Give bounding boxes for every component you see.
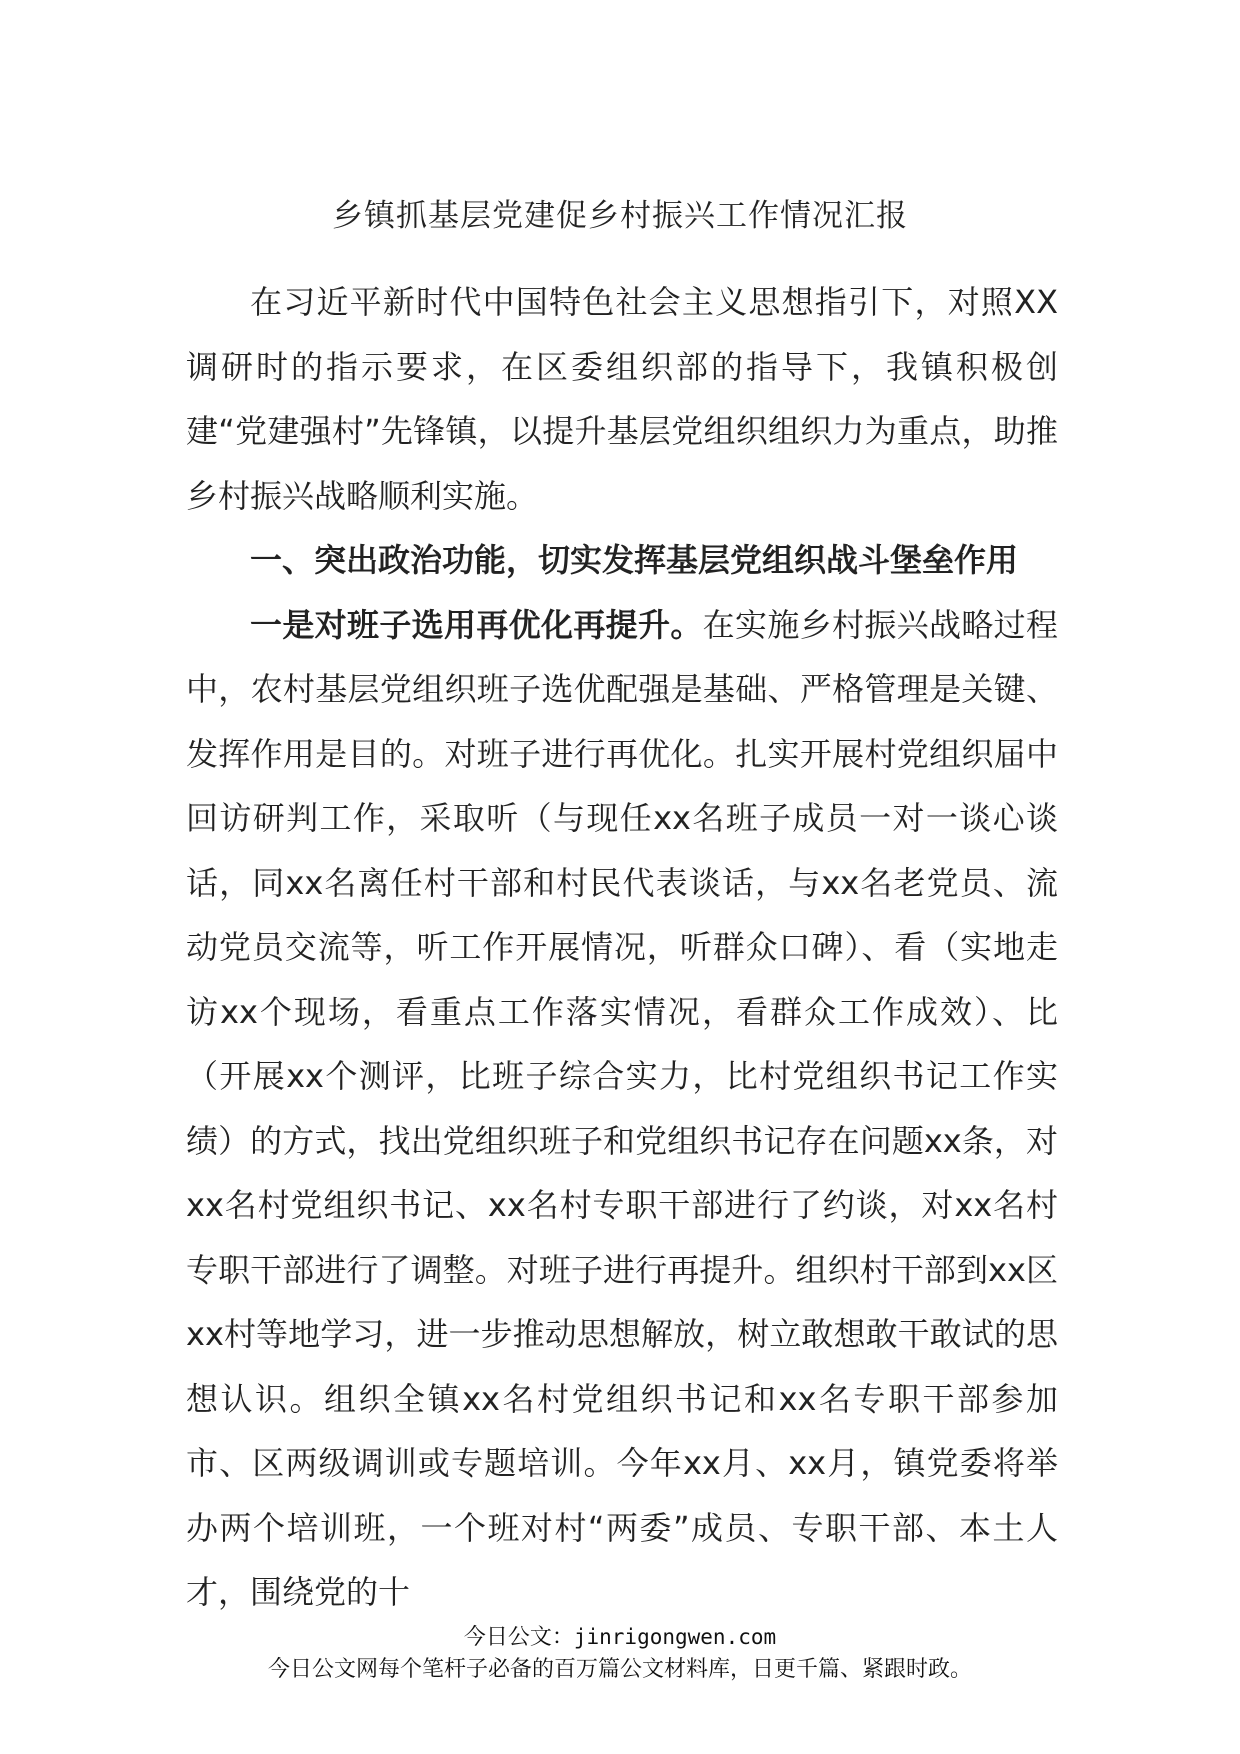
- section-paragraph: [186, 593, 1058, 1625]
- footer-site-label: 今日公文：: [463, 1625, 574, 1650]
- footer-site: [0, 1622, 1240, 1653]
- document-body: [186, 270, 1058, 1625]
- intro-paragraph: 在习近平新时代中国特色社会主义思想指引下，对照XX调研时的指示要求，在区委组织部的指导下，我镇积极创建“党建强村”先锋镇，以提升基层党组织组织力为重点，助推乡村振兴战略顺利实施。: [186, 283, 1058, 515]
- document-title: 乡镇抓基层党建促乡村振兴工作情况汇报: [332, 198, 908, 234]
- paragraph-text: 在实施乡村振兴战略过程中，农村基层党组织班子选优配强是基础、严格管理是关键、发挥作用是目的。对班子进行再优化。扎实开展村党组织届中回访研判工作，采取听（与现任xx名班子成员一对一谈心谈话，同xx名离任村干部和村民代表谈话，与xx名老党员、流动党员交流等，听工作开展情况，听群众口碑）、看（实地走访xx个现场，看重点工作落实情况，看群众工作成效）、比（开展xx个测评，比班子综合实力，比村党组织书记工作实绩）的方式，找出党组织班子和党组织书记存在问题xx条，对xx名村党组织书记、xx名村专职干部进行了约谈，对xx名村专职干部进行了调整。对班子进行再提升。组织村干部到xx区xx村等地学习，进一步推动思想解放，树立敢想敢干敢试的思想认识。组织全镇xx名村党组织书记和xx名专职干部参加市、区两级调训或专题培训。今年xx月、xx月，镇党委将举办两个培训班，一个班对村“两委”成员、专职干部、本土人才，围绕党的十: [186, 605, 1058, 1611]
- section-heading: 一、突出政治功能，切实发挥基层党组织战斗堡垒作用: [250, 541, 1019, 579]
- paragraph-lead: 一是对班子选用再优化再提升。: [250, 605, 703, 644]
- footer-site-url[interactable]: jinrigongwen.com: [573, 1625, 777, 1649]
- footer-slogan: 今日公文网每个笔杆子必备的百万篇公文材料库，日更千篇、紧跟时政。: [267, 1657, 972, 1682]
